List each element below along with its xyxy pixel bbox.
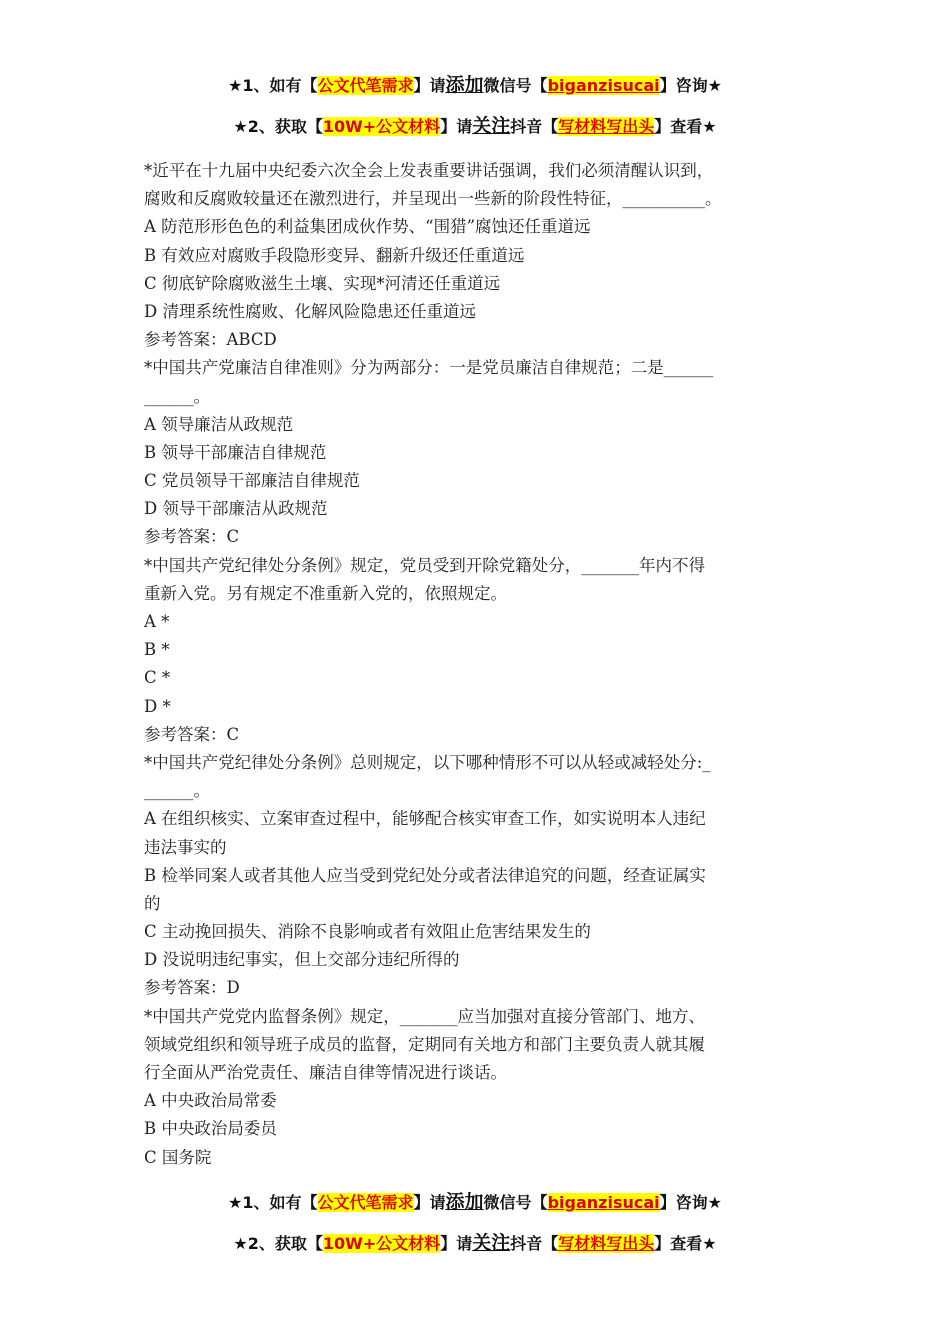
text-line: ______。: [144, 386, 210, 406]
banner-text: 】查看★: [654, 117, 717, 136]
text-line: D 领导干部廉洁从政规范: [144, 499, 328, 519]
text-line: 参考答案：ABCD: [144, 330, 277, 350]
highlight-materials: 10W+公文材料: [322, 1234, 441, 1253]
highlight-service: 公文代笔需求: [317, 76, 414, 95]
banner-text: 】咨询★: [659, 1193, 722, 1212]
text-line: *中国共产党纪律处分条例》总则规定，以下哪种情形不可以从轻或减轻处分:_: [144, 752, 711, 772]
banner-text: 抖音【: [510, 117, 559, 136]
text-line: C 彻底铲除腐败滋生土壤、实现*河清还任重道远: [144, 273, 501, 293]
banner-text: 】咨询★: [659, 76, 722, 95]
text-line: 腐败和反腐败较量还在激烈进行，并呈现出一些新的阶段性特征，__________。: [144, 189, 722, 209]
text-line: D 清理系统性腐败、化解风险隐患还任重道远: [144, 301, 476, 321]
banner-text: 】请: [440, 1234, 473, 1253]
text-line: B 中央政治局委员: [144, 1119, 277, 1139]
text-line: 领域党组织和领导班子成员的监督，定期同有关地方和部门主要负责人就其履: [144, 1034, 705, 1054]
text-line: C *: [144, 668, 171, 688]
text-line: *中国共产党廉洁自律准则》分为两部分：一是党员廉洁自律规范；二是______: [144, 358, 714, 378]
banner-text: 微信号【: [483, 76, 548, 95]
banner-text: 】查看★: [654, 1234, 717, 1253]
text-line: *中国共产党纪律处分条例》规定，党员受到开除党籍处分，_______年内不得: [144, 555, 705, 575]
text-line: A 防范形形色色的利益集团成伙作势、“围猎”腐蚀还任重道远: [144, 217, 591, 237]
text-line: 重新入党。另有规定不准重新入党的，依照规定。: [144, 583, 507, 603]
text-line: D 没说明违纪事实，但上交部分违纪所得的: [144, 950, 460, 970]
text-line: B 领导干部廉洁自律规范: [144, 442, 327, 462]
text-line: C 国务院: [144, 1147, 212, 1167]
text-line: B 有效应对腐败手段隐形变异、翻新升级还任重道远: [144, 245, 525, 265]
emphasis-text: 关注: [472, 1232, 511, 1254]
text-line: *中国共产党党内监督条例》规定，_______应当加强对直接分管部门、地方、: [144, 1006, 705, 1026]
text-line: D *: [144, 696, 171, 716]
text-line: ______。: [144, 781, 210, 801]
banner-text: 抖音【: [510, 1234, 559, 1253]
wechat-id[interactable]: biganzisucai: [547, 76, 660, 95]
wechat-id[interactable]: biganzisucai: [547, 1193, 660, 1212]
text-line: A 领导廉洁从政规范: [144, 414, 294, 434]
emphasis-text: 添加: [445, 74, 484, 96]
text-line: A 中央政治局常委: [144, 1091, 277, 1111]
highlight-service: 公文代笔需求: [317, 1193, 414, 1212]
banner-text: ★2、获取【: [233, 117, 323, 136]
text-line: A *: [144, 612, 170, 631]
text-line: C 党员领导干部廉洁自律规范: [144, 471, 360, 491]
text-line: C 主动挽回损失、消除不良影响或者有效阻止危害结果发生的: [144, 922, 591, 942]
top-banner-line-2: [0, 111, 950, 138]
banner-text: 】请: [413, 76, 446, 95]
text-line: A 在组织核实、立案审查过程中，能够配合核实审查工作，如实说明本人违纪: [144, 809, 706, 829]
banner-text: 】请: [413, 1193, 446, 1212]
douyin-account[interactable]: 写材料写出头: [558, 117, 655, 136]
emphasis-text: 添加: [445, 1191, 484, 1213]
bottom-banner-line-2: [0, 1228, 950, 1255]
bottom-banner-line-1: [0, 1187, 950, 1214]
text-line: *近平在十九届中央纪委六次全会上发表重要讲话强调，我们必须清醒认识到，: [144, 161, 714, 180]
text-line: 参考答案：C: [144, 724, 240, 744]
question-content: [144, 157, 808, 1172]
banner-text: 】请: [440, 117, 473, 136]
emphasis-text: 关注: [472, 115, 511, 137]
text-line: B 检举同案人或者其他人应当受到党纪处分或者法律追究的问题，经查证属实: [144, 865, 706, 885]
text-line: 的: [144, 893, 161, 913]
banner-text: ★1、如有【: [228, 1193, 318, 1212]
banner-text: ★2、获取【: [233, 1234, 323, 1253]
text-line: 违法事实的: [144, 837, 227, 857]
text-line: B *: [144, 640, 170, 660]
highlight-materials: 10W+公文材料: [322, 117, 441, 136]
banner-text: ★1、如有【: [228, 76, 318, 95]
douyin-account[interactable]: 写材料写出头: [558, 1234, 655, 1253]
text-line: 参考答案：D: [144, 978, 240, 998]
banner-text: 微信号【: [483, 1193, 548, 1212]
text-line: 参考答案：C: [144, 527, 240, 547]
text-line: 行全面从严治党责任、廉洁自律等情况进行谈话。: [144, 1063, 507, 1082]
top-banner-line-1: [0, 70, 950, 97]
